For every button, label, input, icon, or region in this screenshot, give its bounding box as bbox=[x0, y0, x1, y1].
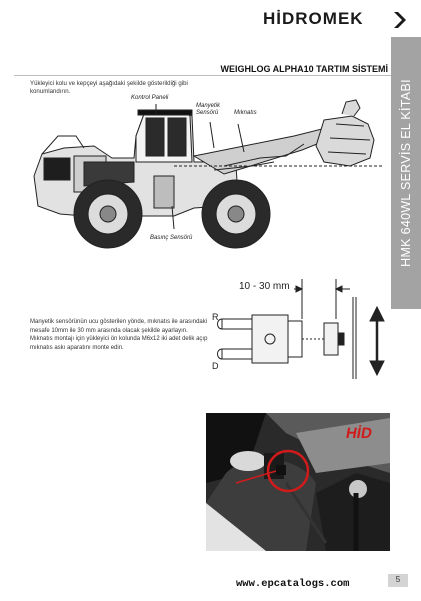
wheel-loader-illustration bbox=[24, 96, 394, 254]
label-pressure-sensor: Basınç Sensörü bbox=[150, 235, 193, 241]
header-divider bbox=[14, 75, 391, 76]
brand-name: HİDROMEK bbox=[263, 9, 364, 28]
distance-label: 10 - 30 mm bbox=[239, 281, 290, 292]
label-d: D bbox=[212, 361, 219, 371]
label-r: R bbox=[212, 312, 219, 322]
label-control-panel: Kontrol Paneli bbox=[131, 95, 169, 101]
brand-logo bbox=[263, 9, 364, 29]
footer-url[interactable]: www.epcatalogs.com bbox=[236, 578, 350, 590]
photo-brand-text: HİD bbox=[344, 425, 374, 442]
label-magnetic-sensor: Manyetik Sensörü bbox=[196, 103, 221, 116]
sensor-magnet-diagram bbox=[206, 275, 392, 387]
instructions-paragraph: Manyetik sensörünün ucu gösterilen yönde, mıknatıs ile arasındaki mesafe 10mm ile 30 mm arasında olacak şekilde ayarlayın. Mıknatıs montajı için yükleyici ön kolunda M6x12 iki adet delik açıp mıknatıs askı aparatını monte edin. bbox=[30, 319, 208, 351]
section-title: WEIGHLOG ALPHA10 TARTIM SİSTEMİ bbox=[220, 64, 388, 74]
installation-photo bbox=[206, 413, 390, 551]
page-number: 5 bbox=[395, 575, 401, 584]
intro-paragraph: Yükleyici kolu ve kepçeyi aşağıdaki şekilde gösterildiği gibi konumlandırın. bbox=[30, 80, 188, 96]
label-magnet: Mıknatıs bbox=[234, 110, 257, 116]
logo-chevron-icon bbox=[394, 12, 410, 28]
side-tab-title: HMK 640WL SERVİS EL KİTABI bbox=[399, 79, 414, 267]
